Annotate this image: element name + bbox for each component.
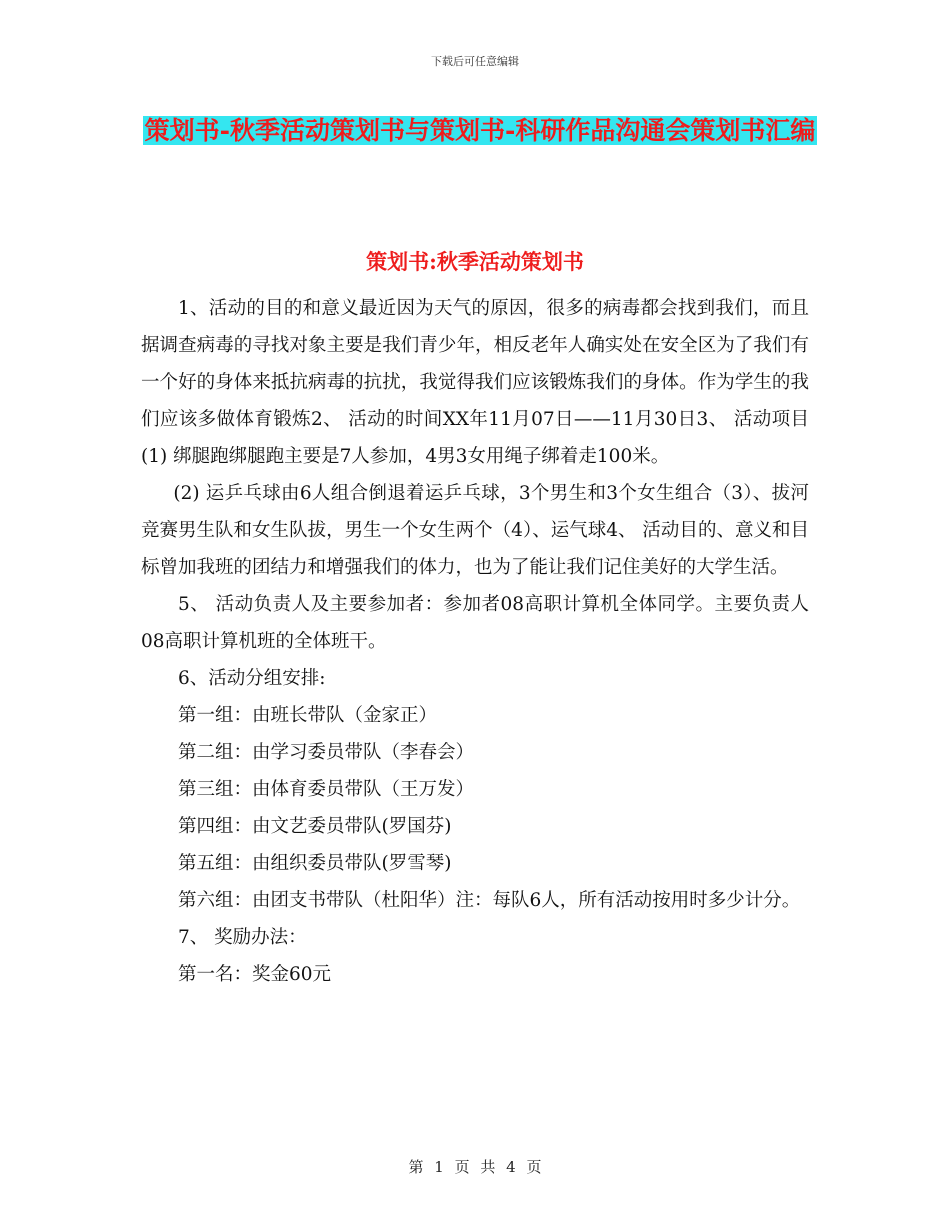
paragraph-purpose: 1、活动的目的和意义最近因为天气的原因，很多的病毒都会找到我们，而且据调查病毒的寻找对象主要是我们青少年，相反老年人确实处在安全区为了我们有一个好的身体来抵抗病毒的抗扰，我觉得我们应该锻炼我们的身体。作为学生的我们应该多做体育锻炼2、 活动的时间XX年11月07日——11月30日3、 活动项目(1) 绑腿跑绑腿跑主要是7人参加，4男3女用绳子绑着走100米。: [141, 298, 809, 467]
paragraph-group-5: 第五组：由组织委员带队(罗雪琴): [178, 853, 452, 874]
document-title: [140, 110, 820, 152]
page-footer: 第 1 页 共 4 页: [408, 1158, 542, 1176]
document-title-text: 策划书-秋季活动策划书与策划书-科研作品沟通会策划书汇编: [144, 116, 816, 145]
document-body: [141, 290, 809, 993]
section-title: 策划书:秋季活动策划书: [366, 249, 584, 274]
paragraph-group-6: 第六组：由团支书带队（杜阳华）注：每队6人，所有活动按用时多少计分。: [178, 890, 801, 911]
paragraph-group-1: 第一组：由班长带队（金家正）: [178, 705, 438, 726]
paragraph-group-3: 第三组：由体育委员带队（王万发）: [178, 779, 475, 800]
paragraph-group-4: 第四组：由文艺委员带队(罗国芬): [178, 816, 452, 837]
paragraph-reward-first: 第一名：奖金60元: [178, 964, 332, 985]
paragraph-grouping-heading: 6、活动分组安排:: [178, 668, 326, 689]
paragraph-activities: (2) 运乒乓球由6人组合倒退着运乒乓球，3个男生和3个女生组合（3）、拔河竞赛男生队和女生队拔，男生一个女生两个（4）、运气球4、 活动目的、意义和目标曾加我班的团结力和增强我们的体力，也为了能让我们记住美好的大学生活。: [141, 483, 809, 578]
paragraph-participants: 5、 活动负责人及主要参加者：参加者08高职计算机全体同学。主要负责人08高职计算机班的全体班干。: [141, 594, 809, 652]
paragraph-group-2: 第二组：由学习委员带队（李春会）: [178, 742, 475, 763]
header-note: 下载后可任意编辑: [431, 55, 519, 68]
paragraph-reward-heading: 7、 奖励办法：: [178, 927, 307, 948]
